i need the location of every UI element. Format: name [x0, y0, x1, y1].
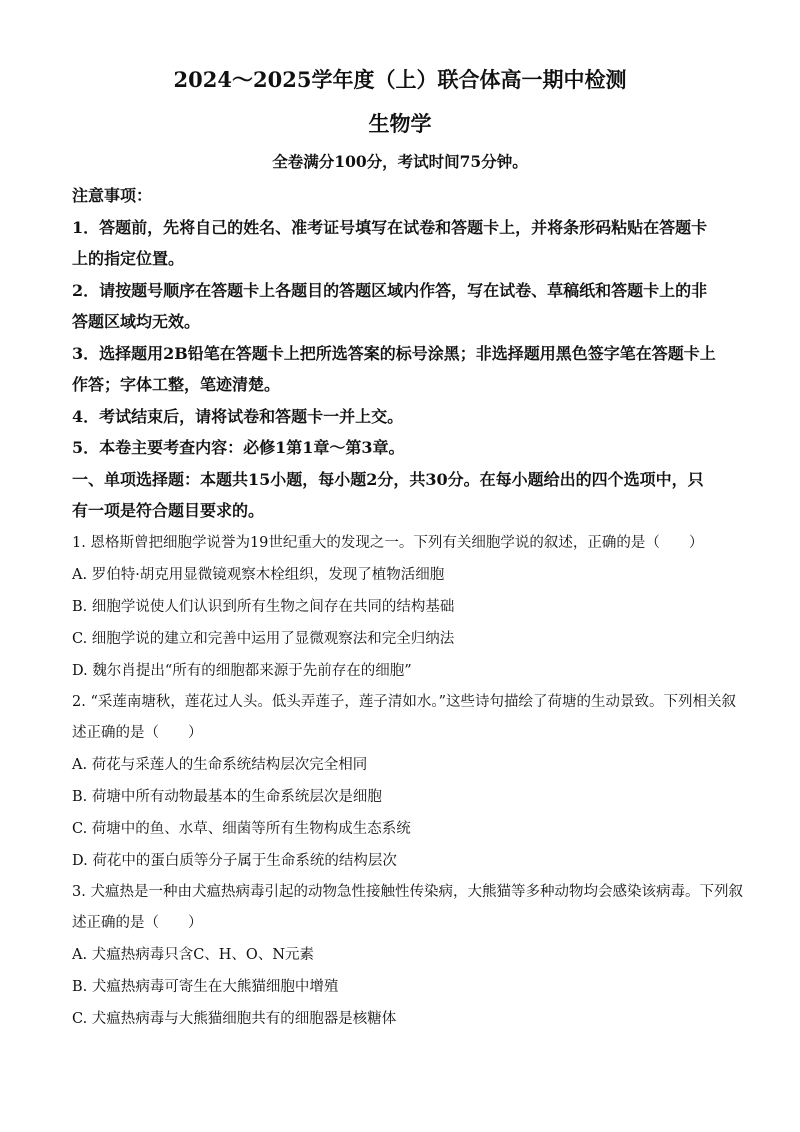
- note-line: 上的指定位置。: [72, 249, 185, 268]
- question-2-option-c: C. 荷塘中的鱼、水草、细菌等所有生物构成生态系统: [72, 821, 411, 837]
- note-line: 1．答题前，先将自己的姓名、准考证号填写在试卷和答题卡上，并将条形码粘贴在答题卡: [72, 218, 708, 237]
- question-3-stem: 3. 犬瘟热是一种由犬瘟热病毒引起的动物急性接触性传染病，大熊猫等多种动物均会感染该病毒。下列叙: [72, 884, 743, 900]
- question-3-option-b: B. 犬瘟热病毒可寄生在大熊猫细胞中增殖: [72, 979, 339, 995]
- note-line: 2．请按题号顺序在答题卡上各题目的答题区域内作答，写在试卷、草稿纸和答题卡上的非: [72, 281, 708, 300]
- question-1-stem: 1. 恩格斯曾把细胞学说誉为19世纪重大的发现之一。下列有关细胞学说的叙述，正确的是（ ）: [72, 535, 704, 551]
- question-3-stem: 述正确的是（ ）: [72, 915, 203, 931]
- note-line: 4．考试结束后，请将试卷和答题卡一并上交。: [72, 407, 404, 426]
- question-2-option-d: D. 荷花中的蛋白质等分子属于生命系统的结构层次: [72, 853, 397, 869]
- question-2-option-b: B. 荷塘中所有动物最基本的生命系统层次是细胞: [72, 789, 382, 805]
- question-1-option-c: C. 细胞学说的建立和完善中运用了显微观察法和完全归纳法: [72, 631, 455, 647]
- question-3-option-c: C. 犬瘟热病毒与大熊猫细胞共有的细胞器是核糖体: [72, 1011, 397, 1027]
- question-2-stem: 述正确的是（ ）: [72, 725, 203, 741]
- question-2-stem: 2. “采莲南塘秋，莲花过人头。低头弄莲子，莲子清如水。”这些诗句描绘了荷塘的生动景致。下列相关叙: [72, 694, 737, 710]
- question-3-option-a: A. 犬瘟热病毒只含C、H、O、N元素: [72, 947, 315, 963]
- note-line: 5．本卷主要考查内容：必修1第1章～第3章。: [72, 438, 405, 457]
- notes-heading: 注意事项：: [72, 186, 153, 205]
- note-line: 作答；字体工整，笔迹清楚。: [72, 375, 281, 394]
- question-1-option-d: D. 魏尔肖提出“所有的细胞都来源于先前存在的细胞”: [72, 663, 412, 679]
- subject-title: 生物学: [368, 111, 432, 136]
- exam-info: 全卷满分100分，考试时间75分钟。: [272, 152, 528, 171]
- exam-title: 2024～2025学年度（上）联合体高一期中检测: [173, 67, 627, 92]
- note-line: 答题区域均无效。: [72, 312, 201, 331]
- section-heading: 一、单项选择题：本题共15小题，每小题2分，共30分。在每小题给出的四个选项中，只: [72, 470, 704, 489]
- question-1-option-a: A. 罗伯特·胡克用显微镜观察木栓组织，发现了植物活细胞: [72, 567, 445, 583]
- question-2-option-a: A. 荷花与采莲人的生命系统结构层次完全相同: [72, 757, 368, 773]
- question-1-option-b: B. 细胞学说使人们认识到所有生物之间存在共同的结构基础: [72, 599, 455, 615]
- section-heading: 有一项是符合题目要求的。: [72, 501, 265, 520]
- note-line: 3．选择题用2B铅笔在答题卡上把所选答案的标号涂黑；非选择题用黑色签字笔在答题卡上: [72, 344, 716, 363]
